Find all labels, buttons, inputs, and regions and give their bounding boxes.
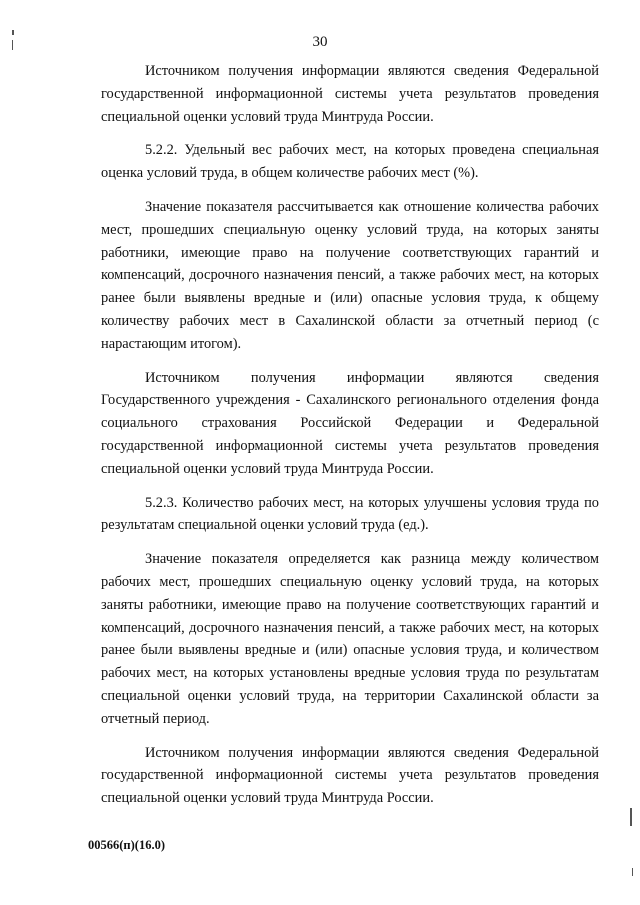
scan-artifact	[630, 808, 632, 826]
document-body	[101, 60, 599, 821]
paragraph-source-info-2: Источником получения информации являются сведения Государственного учреждения - Сахалинского регионального отделения фонда социального страхования Российской Федерации и Федеральной государственной информационной системы учета результатов проведения специальной оценки условий труда Минтруда России.	[101, 369, 599, 477]
page-number: 30	[312, 34, 328, 50]
paragraph-source-info-1: Источником получения информации являются сведения Федеральной государственной информационной системы учета результатов проведения специальной оценки условий труда Минтруда России.	[101, 63, 599, 125]
paragraph-calculation-5-2-3: Значение показателя определяется как разница между количеством рабочих мест, прошедших специальную оценку условий труда, на которых заняты работники, имеющие право на получение соответствующих гарантий и компенсаций, досрочного назначения пенсий, а также рабочих мест, на которых ранее были выявлены вредные и (или) опасные условия труда, и количеством рабочих мест, на которых установлены вредные условия труда по результатам специальной оценки условий труда, на территории Сахалинской области за отчетный период.	[101, 551, 599, 727]
paragraph-source-info-3: Источником получения информации являются сведения Федеральной государственной информационной системы учета результатов проведения специальной оценки условий труда Минтруда России.	[101, 744, 599, 807]
paragraph-indicator-5-2-3: 5.2.3. Количество рабочих мест, на которых улучшены условия труда по результатам специальной оценки условий труда (ед.).	[101, 494, 599, 534]
paragraph-calculation-5-2-2: Значение показателя рассчитывается как отношение количества рабочих мест, прошедших специальную оценку условий труда, на которых заняты работники, имеющие право на получение соответствующих гарантий и компенсаций, досрочного назначения пенсий, а также рабочих мест, на которых ранее были выявлены вредные и (или) опасные условия труда, к общему количеству рабочих мест в Сахалинской области за отчетный период (с нарастающим итогом).	[101, 198, 599, 352]
scan-artifact	[632, 868, 633, 876]
paragraph-indicator-5-2-2: 5.2.2. Удельный вес рабочих мест, на которых проведена специальная оценка условий труда, в общем количестве рабочих мест (%).	[101, 142, 599, 182]
document-code: 00566(п)(16.0)	[88, 838, 165, 852]
